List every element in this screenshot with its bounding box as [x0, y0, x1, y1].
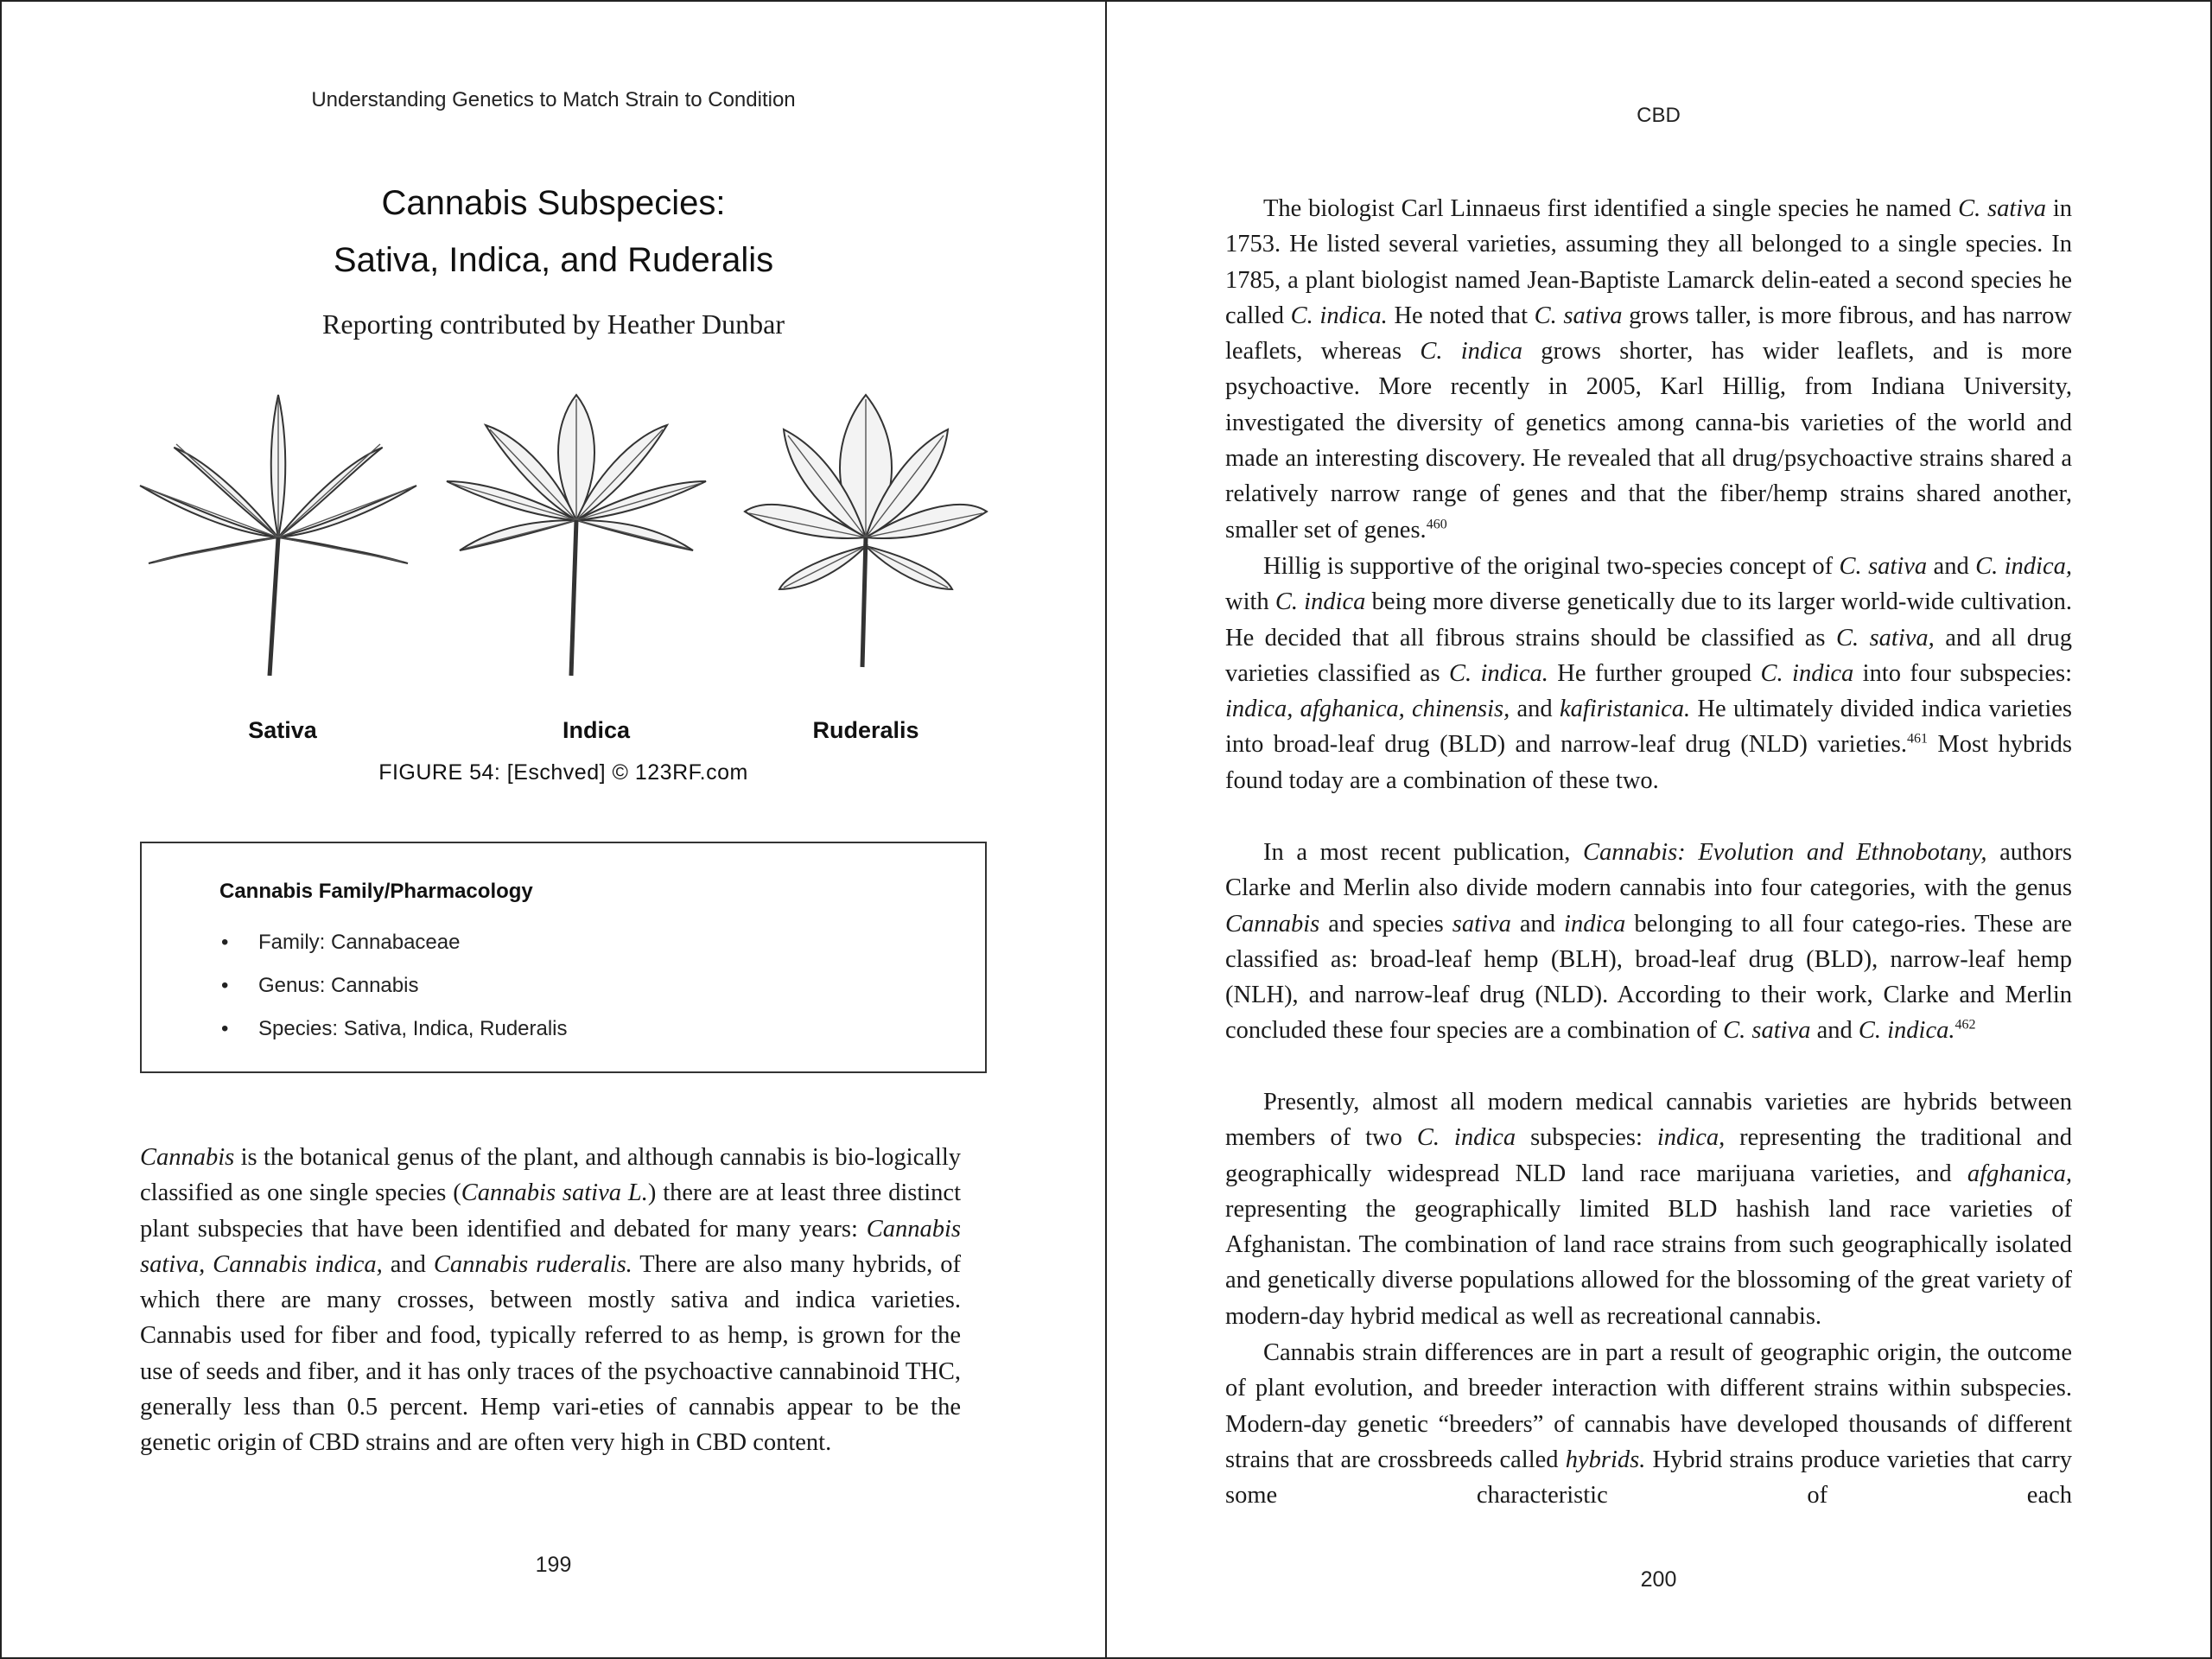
figure-label-ruderalis: Ruderalis: [812, 717, 919, 743]
right-paragraph-2: Hillig is supportive of the original two-species concept of C. sativa and C. indica, with C. indica being more diverse genetically due to its larger world-wide cultivation. He decided that all fibrous strains should be classified as C. sativa, and all drug varieties classified as C. indica. He further grouped C. indica into four subspecies: indica, afghanica, chinensis, and kafiristanica. He ultimately divided indica varieties into broad-leaf drug (BLD) and narrow-leaf drug (NLD) varieties.$^{461}$ Most hybrids found today are a combination of these two.: [1225, 553, 2073, 794]
ruderalis-leaf-icon: [736, 391, 995, 702]
section-title: [2, 175, 1105, 289]
bullet-icon: •: [221, 974, 229, 997]
sativa-leaf-icon: [136, 391, 421, 702]
figure-54: [131, 391, 995, 805]
right-page: [1107, 2, 2210, 1657]
figure-caption: FIGURE 54: [Eschved] © 123RF.com: [378, 760, 748, 785]
box-item-family: • Family: Cannabaceae: [219, 921, 568, 964]
left-body-paragraph: Cannabis is the botanical genus of the plant, and although cannabis is bio-logically classified as one single species (Cannabis sativa L.) there are at least three distinct plant subspecies that have been identified and debated for many years: Cannabis sativa, Cannabis indica, and Cannabis ruderalis. There are also many hybrids, of which there are many crosses, between mostly sativa and indica varieties. Cannabis used for fiber and food, typically referred to as hemp, is grown for the use of seeds and fiber, and it has only traces of the psychoactive cannabinoid THC, generally less than 0.5 percent. Hemp vari-eties of cannabis appear to be the genetic origin of CBD strains and are often very high in CBD content.: [140, 1144, 961, 1457]
box-item-species: • Species: Sativa, Indica, Ruderalis: [219, 1007, 568, 1051]
section-title-line-1: Cannabis Subspecies:: [381, 184, 726, 222]
right-paragraph-1: The biologist Carl Linnaeus first identified a single species he named C. sativa in 1753. He listed several varieties, assuming they all belonged to a single species. In 1785, a plant biologist named Jean-Baptiste Lamarck delin-eated a second species he called C. indica. He noted that C. sativa grows taller, is more fibrous, and has narrow leaflets, whereas C. indica grows shorter, has wider leaflets, and is more psychoactive. More recently in 2005, Karl Hillig, from Indiana University, investigated the diversity of genetics among canna-bis varieties of the world and made an interesting discovery. He revealed that all drug/psychoactive strains shared a relatively narrow range of genes and that the fiber/hemp strains shared another, smaller set of genes.$^{460}$: [1225, 195, 2072, 543]
page-number-right: 200: [1640, 1567, 1677, 1592]
box-list: [219, 921, 568, 1051]
bullet-icon: •: [221, 931, 229, 954]
page-number-left: 199: [535, 1553, 572, 1577]
right-paragraph-3: In a most recent publication, Cannabis: Evolution and Ethnobotany, authors Clarke and Merlin also divide modern cannabis into four categories, with the genus Cannabis and species sativa and indica belonging to all four catego-ries. These are classified as: broad-leaf hemp (BLH), broad-leaf drug (BLD), narrow-leaf hemp (NLH), and narrow-leaf drug (NLD). According to their work, Clarke and Merlin concluded these four species are a combination of C. sativa and C. indica.$^{462}$: [1225, 839, 2072, 1045]
figure-label-sativa: Sativa: [248, 717, 317, 743]
left-page: [2, 2, 1105, 1657]
bullet-icon: •: [221, 1017, 229, 1040]
figure-label-indica: Indica: [562, 717, 631, 743]
right-paragraph-4: Presently, almost all modern medical cannabis varieties are hybrids between members of two C. indica subspecies: indica, representing the traditional and geographically widespread NLD land race marijuana varieties, and afghanica, representing the geographically limited BLD hashish land race varieties of Afghanistan. The combination of land race strains from such geographically isolated and genetically diverse populations allowed for the blossoming of the great variety of modern-day hybrid medical as well as recreational cannabis.: [1225, 1089, 2072, 1330]
footnote-ref: 462: [1955, 1017, 1976, 1033]
right-paragraph-5: Cannabis strain differences are in part a result of geographic origin, the outcome of plant evolution, and breeder interaction with different strains within subspecies. Modern-day genetic “breeders” of cannabis have developed thousands of different strains that are crossbreeds called hybrids. Hybrid strains produce varieties that carry some characteristic of each: [1225, 1339, 2072, 1510]
running-head-left: Understanding Genetics to Match Strain to Condition: [311, 88, 796, 111]
footnote-ref: 460: [1426, 517, 1447, 532]
running-head-right: CBD: [1637, 104, 1681, 127]
indica-leaf-icon: [442, 391, 710, 702]
pharmacology-box: [140, 842, 987, 1073]
section-title-line-2: Sativa, Indica, and Ruderalis: [333, 241, 774, 279]
byline: Reporting contributed by Heather Dunbar: [322, 308, 785, 340]
footnote-ref: 461: [1906, 731, 1928, 747]
box-title: Cannabis Family/Pharmacology: [219, 880, 533, 903]
box-item-genus: • Genus: Cannabis: [219, 964, 568, 1007]
